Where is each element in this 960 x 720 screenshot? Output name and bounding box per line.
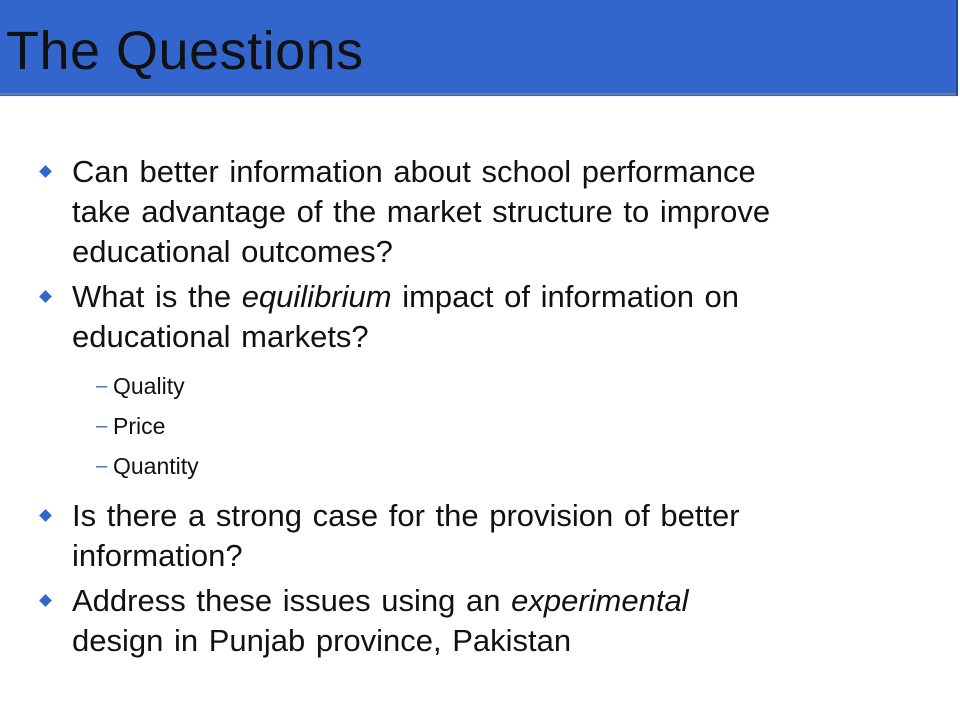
bullet-text-segment: impact of information on — [391, 279, 740, 314]
sub-item-quality — [96, 371, 185, 401]
bullet-item-4 — [72, 581, 872, 661]
diamond-icon — [39, 165, 52, 178]
bullet-text-line — [72, 581, 872, 621]
diamond-icon — [39, 509, 52, 522]
emphasis-text: equilibrium — [241, 279, 392, 314]
bullet-item-1 — [72, 152, 872, 272]
dash-icon: – — [96, 455, 108, 477]
bullet-text-line: educational outcomes? — [72, 234, 393, 269]
bullet-text-line: information? — [72, 538, 243, 573]
dash-icon: – — [96, 415, 108, 437]
sub-item-label: Quality — [113, 373, 185, 399]
diamond-icon — [39, 594, 52, 607]
bullet-text-line: Is there a strong case for the provision of better — [72, 498, 740, 533]
sub-item-quantity — [96, 451, 199, 481]
bullet-text-segment: What is the — [72, 279, 242, 314]
bullet-text-line: design in Punjab province, Pakistan — [72, 623, 572, 658]
bullet-text-line — [72, 277, 872, 317]
dash-icon: – — [96, 375, 108, 397]
bullet-text-line: take advantage of the market structure to improve — [72, 194, 771, 229]
page-title: The Questions — [6, 21, 364, 81]
bullet-text-segment: Address these issues using an — [72, 583, 512, 618]
sub-item-label: Price — [113, 413, 166, 439]
emphasis-text: experimental — [511, 583, 689, 618]
sub-item-label: Quantity — [113, 453, 199, 479]
bullet-text-line: Can better information about school performance — [72, 154, 756, 189]
bullet-item-2 — [72, 277, 872, 357]
bullet-item-3 — [72, 496, 872, 576]
sub-item-price — [96, 411, 166, 441]
bullet-text-line: educational markets? — [72, 319, 369, 354]
diamond-icon — [39, 290, 52, 303]
